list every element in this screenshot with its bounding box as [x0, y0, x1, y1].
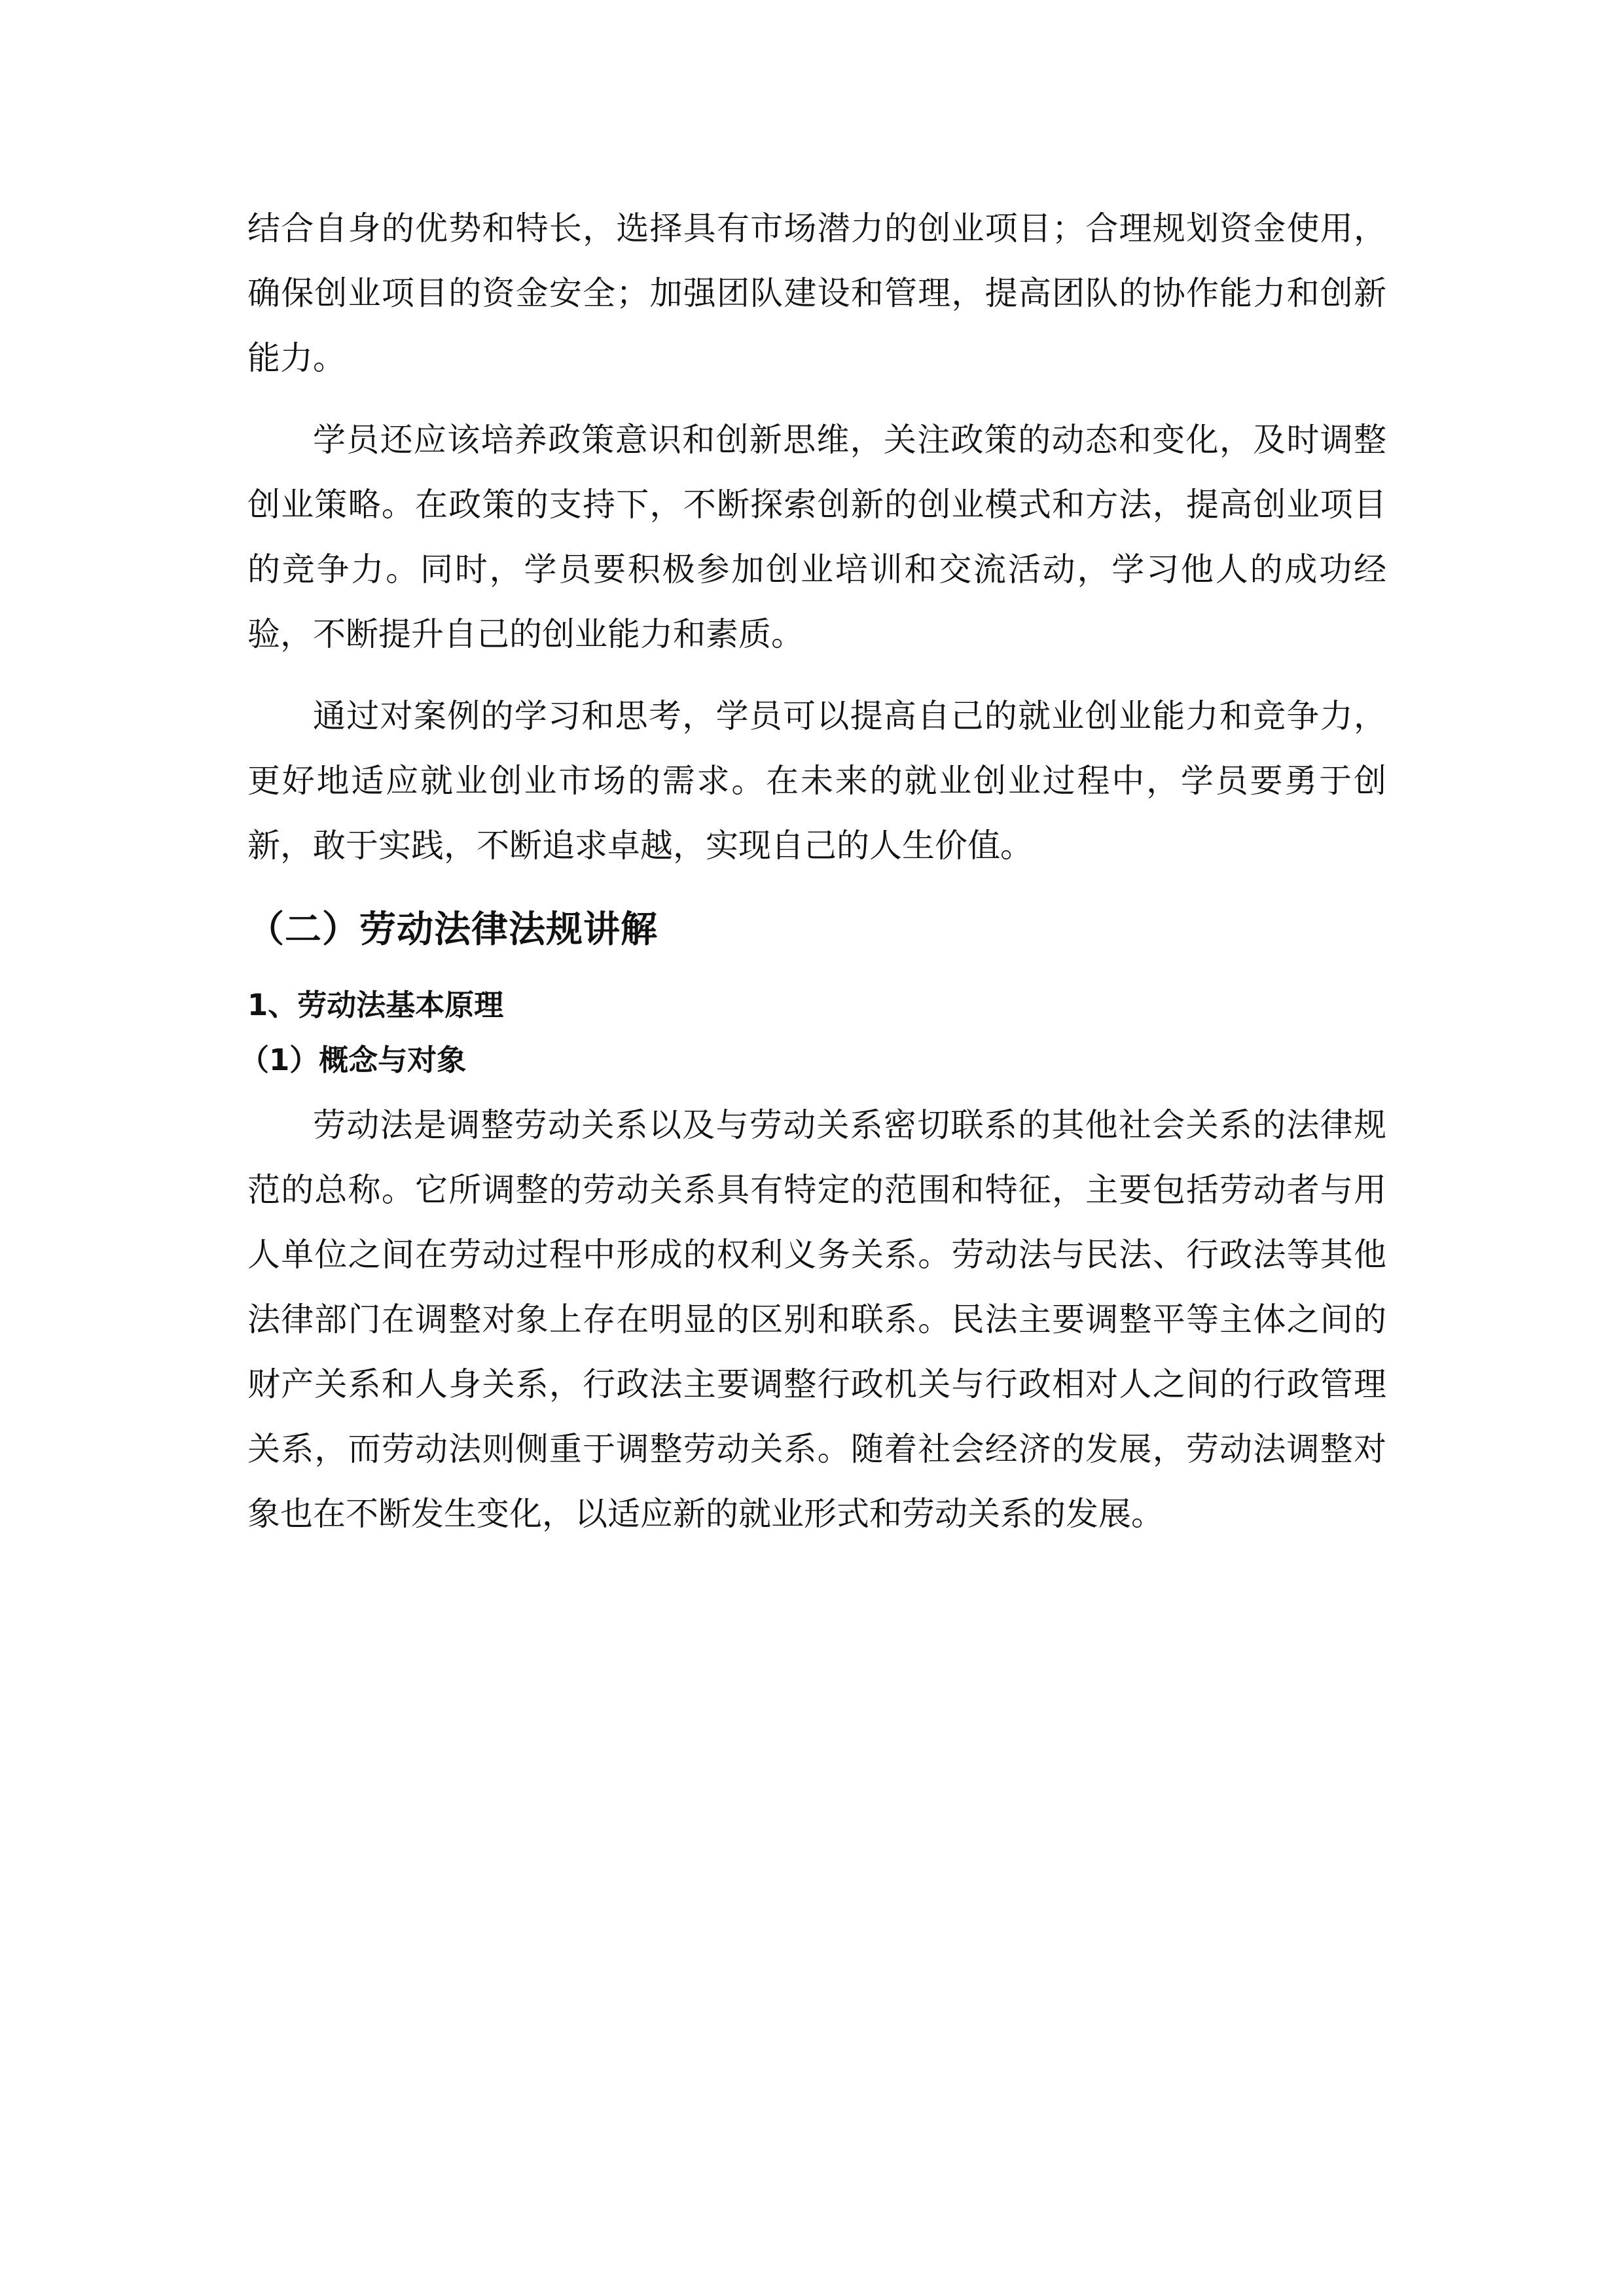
sub-heading: 1、劳动法基本原理: [247, 988, 504, 1022]
paragraph-labor-law-definition: 劳动法是调整劳动关系以及与劳动关系密切联系的其他社会关系的法律规范的总称。它所调整的劳动关系具有特定的范围和特征，主要包括劳动者与用人单位之间在劳动过程中形成的权利义务关系。劳动法与民法、行政法等其他法律部门在调整对象上存在明显的区别和联系。民法主要调整平等主体之间的财产关系和人身关系，行政法主要调整行政机关与行政相对人之间的行政管理关系，而劳动法则侧重于调整劳动关系。随着社会经济的发展，劳动法调整对象也在不断发生变化，以适应新的就业形式和劳动关系的发展。: [247, 1106, 1386, 1533]
document-body: [240, 196, 1386, 1564]
paragraph-policy-awareness: 学员还应该培养政策意识和创新思维，关注政策的动态和变化，及时调整创业策略。在政策的支持下，不断探索创新的创业模式和方法，提高创业项目的竞争力。同时，学员要积极参加创业培训和交流活动，学习他人的成功经验，不断提升自己的创业能力和素质。: [247, 421, 1386, 653]
paragraph-case-study-summary: 通过对案例的学习和思考，学员可以提高自己的就业创业能力和竞争力，更好地适应就业创业市场的需求。在未来的就业创业过程中，学员要勇于创新，敢于实践，不断追求卓越，实现自己的人生价值。: [247, 697, 1386, 865]
paragraph-continuation: 结合自身的优势和特长，选择具有市场潜力的创业项目；合理规划资金使用，确保创业项目的资金安全；加强团队建设和管理，提高团队的协作能力和创新能力。: [247, 209, 1386, 377]
section-heading: （二）劳动法律法规讲解: [247, 908, 658, 951]
sub-sub-heading: （1）概念与对象: [240, 1043, 467, 1077]
